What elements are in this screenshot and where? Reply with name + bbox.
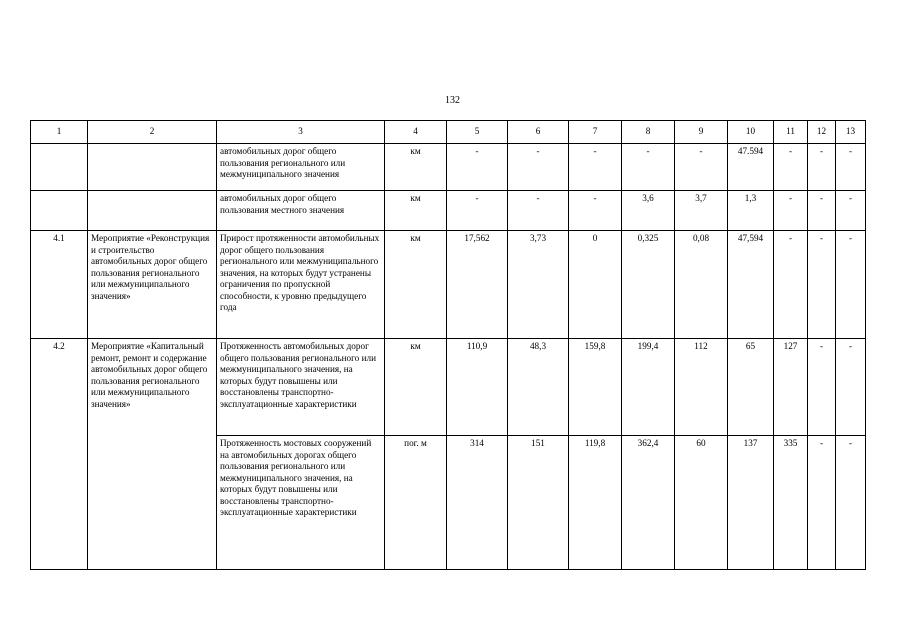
- indicator-cell: Протяженность мостовых сооружений на автомобильных дорогах общего пользования регионального или межмуниципального значения, на которых будут повышены или восстановлены транспортно-эксплуатационные характеристики: [217, 436, 385, 570]
- value-cell: 65: [728, 339, 774, 436]
- value-cell: -: [508, 144, 569, 191]
- value-cell: -: [447, 191, 508, 231]
- table-row: [31, 231, 866, 339]
- unit-cell: пог. м: [385, 436, 447, 570]
- column-header: 12: [808, 121, 836, 144]
- value-cell: -: [569, 191, 622, 231]
- value-cell: 0,08: [675, 231, 728, 339]
- value-cell: 314: [447, 436, 508, 570]
- value-cell: 119,8: [569, 436, 622, 570]
- value-cell: -: [836, 191, 866, 231]
- value-cell: 137: [728, 436, 774, 570]
- unit-cell: км: [385, 191, 447, 231]
- measure-cell: [88, 191, 217, 231]
- table-row: [31, 339, 866, 436]
- value-cell: 3,73: [508, 231, 569, 339]
- row-number-cell: 4.2: [31, 339, 88, 570]
- value-cell: -: [508, 191, 569, 231]
- value-cell: -: [447, 144, 508, 191]
- value-cell: -: [808, 231, 836, 339]
- value-cell: 3,7: [675, 191, 728, 231]
- indicators-table: [30, 120, 866, 570]
- indicator-cell: Протяженность автомобильных дорог общего пользования регионального или межмуниципального значения, на которых будут повышены или восстановлены транспортно-эксплуатационные характеристики: [217, 339, 385, 436]
- value-cell: 47.594: [728, 144, 774, 191]
- column-header: 10: [728, 121, 774, 144]
- measure-cell: Мероприятие «Капитальный ремонт, ремонт и содержание автомобильных дорог общего пользования регионального или межмуниципального значения»: [88, 339, 217, 570]
- value-cell: 17,562: [447, 231, 508, 339]
- measure-cell: Мероприятие «Реконструкция и строительство автомобильных дорог общего пользования регионального или межмуниципального значения»: [88, 231, 217, 339]
- value-cell: 47,594: [728, 231, 774, 339]
- column-header: 6: [508, 121, 569, 144]
- indicator-cell: Прирост протяженности автомобильных дорог общего пользования регионального или межмуниципального значения, на которых будут устранены ограничения по пропускной способности, к уровню предыдущего года: [217, 231, 385, 339]
- value-cell: -: [774, 231, 808, 339]
- column-header: 3: [217, 121, 385, 144]
- column-header: 1: [31, 121, 88, 144]
- value-cell: -: [808, 339, 836, 436]
- unit-cell: км: [385, 231, 447, 339]
- value-cell: 335: [774, 436, 808, 570]
- value-cell: -: [622, 144, 675, 191]
- indicator-cell: автомобильных дорог общего пользования регионального или межмуниципального значения: [217, 144, 385, 191]
- value-cell: -: [836, 144, 866, 191]
- value-cell: -: [774, 191, 808, 231]
- value-cell: 112: [675, 339, 728, 436]
- header-row: [31, 121, 866, 144]
- measure-cell: [88, 144, 217, 191]
- value-cell: -: [675, 144, 728, 191]
- value-cell: 0,325: [622, 231, 675, 339]
- row-number-cell: [31, 191, 88, 231]
- value-cell: -: [836, 339, 866, 436]
- value-cell: 110,9: [447, 339, 508, 436]
- table-row: [31, 191, 866, 231]
- value-cell: 199,4: [622, 339, 675, 436]
- table-row: [31, 144, 866, 191]
- row-number-cell: [31, 144, 88, 191]
- column-header: 11: [774, 121, 808, 144]
- column-header: 9: [675, 121, 728, 144]
- value-cell: -: [808, 436, 836, 570]
- value-cell: -: [774, 144, 808, 191]
- page-number: 132: [445, 95, 460, 106]
- value-cell: -: [808, 191, 836, 231]
- value-cell: 48,3: [508, 339, 569, 436]
- column-header: 13: [836, 121, 866, 144]
- value-cell: 3,6: [622, 191, 675, 231]
- value-cell: 1,3: [728, 191, 774, 231]
- column-header: 5: [447, 121, 508, 144]
- column-header: 8: [622, 121, 675, 144]
- value-cell: 0: [569, 231, 622, 339]
- column-header: 4: [385, 121, 447, 144]
- unit-cell: км: [385, 339, 447, 436]
- value-cell: -: [569, 144, 622, 191]
- value-cell: -: [836, 231, 866, 339]
- value-cell: 151: [508, 436, 569, 570]
- value-cell: 159,8: [569, 339, 622, 436]
- column-header: 7: [569, 121, 622, 144]
- value-cell: 127: [774, 339, 808, 436]
- value-cell: 60: [675, 436, 728, 570]
- row-number-cell: 4.1: [31, 231, 88, 339]
- column-header: 2: [88, 121, 217, 144]
- indicator-cell: автомобильных дорог общего пользования местного значения: [217, 191, 385, 231]
- value-cell: 362,4: [622, 436, 675, 570]
- value-cell: -: [836, 436, 866, 570]
- unit-cell: км: [385, 144, 447, 191]
- value-cell: -: [808, 144, 836, 191]
